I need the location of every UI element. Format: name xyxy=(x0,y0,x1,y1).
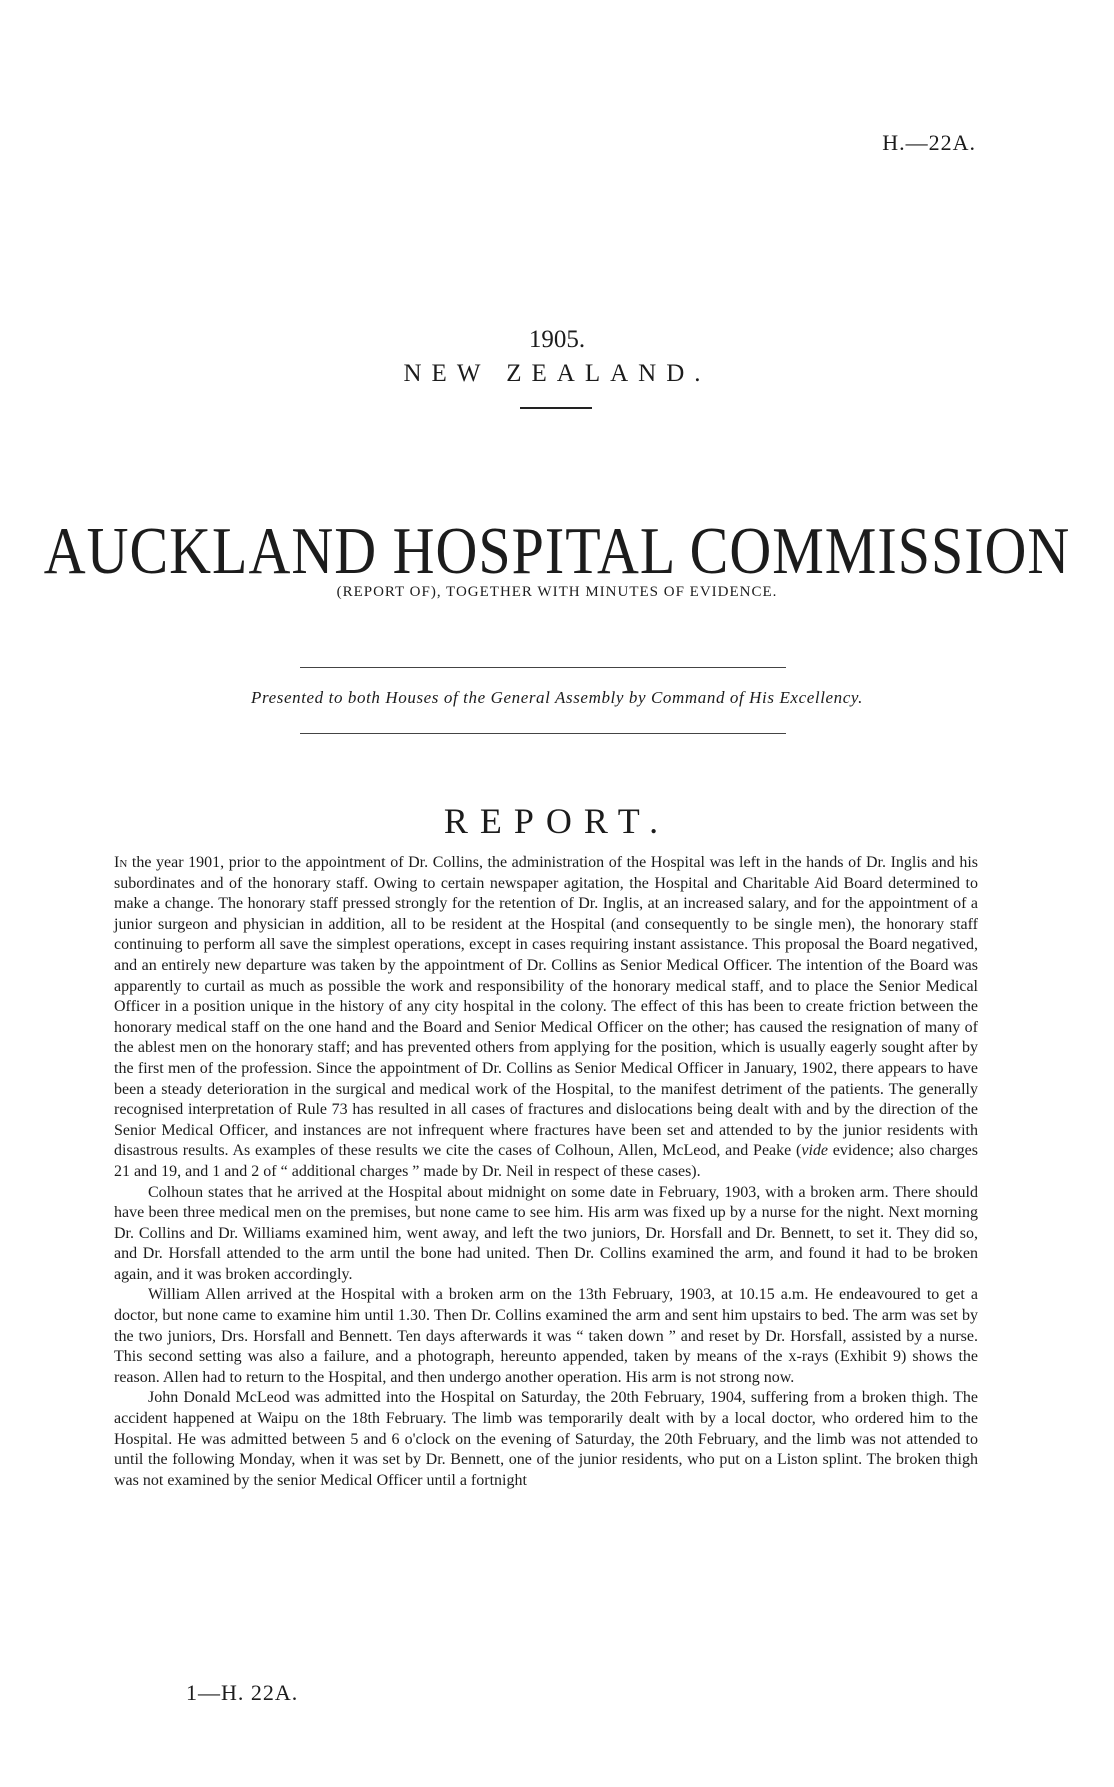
upper-rule xyxy=(300,667,786,668)
signature-reference: 1—H. 22A. xyxy=(186,1680,299,1705)
paragraph-intro xyxy=(114,853,978,1183)
report-heading: REPORT. xyxy=(443,801,671,841)
year: 1905. xyxy=(528,326,586,353)
intro-text: the year 1901, prior to the appointment of Dr. Collins, the administration of the Hospital was left in the hands of Dr. Inglis and his subordinates and of the honorary staff. Owing to certain newspaper agitation, the Hospital and Charitable Aid Board determined to make a change. The honorary staff pressed strongly for the retention of Dr. Inglis, at an increased salary, and for the appointment of a junior surgeon and physician in addition, all to be resident at the Hospital (and consequently to be single men), the honorary staff continuing to perform all save the simplest operations, except in cases requiring instant assistance. This proposal the Board negatived, and an entirely new departure was taken by the appointment of Dr. Collins as Senior Medical Officer. The intention of the Board was apparently to curtail as much as possible the work and responsibility of the honorary medical staff, and to place the Senior Medical Officer in a position unique in the history of any city hospital in the colony. The effect of this has been to create friction between the honorary medical staff on the one hand and the Board and Senior Medical Officer on the other; has caused the resignation of many of the ablest men on the honorary staff; and has prevented others from applying for the position, which is usually eagerly sought after by the first men of the profession. Since the appointment of Dr. Collins as Senior Medical Officer in January, 1902, there appears to have been a steady deterioration in the surgical and medical work of the Hospital, to the manifest detriment of the patients. The generally recognised interpretation of Rule 73 has resulted in all cases of fractures and dislocations being dealt with and by the direction of the Senior Medical Officer, and instances are not infrequent where fractures have been set and attended to by the junior residents with disastrous results. As examples of these results we cite the cases of Colhoun, Allen, McLeod, and Peake ( xyxy=(114,854,978,1160)
vide-word: vide xyxy=(801,1142,829,1160)
paragraph-allen: William Allen arrived at the Hospital with a broken arm on the 13th February, 1903, at 10.15 a.m. He endeavoured to get a doctor, but none came to examine him until 1.30. Then Dr. Collins examined the arm and sent him upstairs to bed. The arm was set by the two juniors, Drs. Horsfall and Bennett. Ten days afterwards it was “ taken down ” and reset by Dr. Horsfall, assisted by a nurse. This second setting was also a failure, and a photograph, hereunto appended, taken by means of the x-rays (Exhibit 9) shows the reason. Allen had to return to the Hospital, and then undergo another operation. His arm is not strong now. xyxy=(114,1286,978,1386)
paragraph-mcleod: John Donald McLeod was admitted into the Hospital on Saturday, the 20th February, 1904, suffering from a broken thigh. The accident happened at Waipu on the 18th February. The limb was temporarily dealt with by a local doctor, who ordered him to the Hospital. He was admitted between 5 and 6 o'clock on the evening of Saturday, the 20th February, and the limb was not attended to until the following Monday, when it was set by Dr. Bennett, one of the junior residents, who put on a Liston splint. The broken thigh was not examined by the senior Medical Officer until a fortnight xyxy=(114,1389,978,1489)
paragraph-colhoun: Colhoun states that he arrived at the Hospital about midnight on some date in February, 1903, with a broken arm. There should have been three medical men on the premises, but none came to see him. His arm was fixed up by a nurse for the night. Next morning Dr. Collins and Dr. Williams examined him, went away, and left the two juniors, Dr. Horsfall and Dr. Bennett, to set it. They did so, and Dr. Horsfall attended to the arm until the bone had united. Then Dr. Collins examined the arm, and found it had to be broken again, and it was broken accordingly. xyxy=(114,1183,978,1283)
document-subtitle: (REPORT OF), TOGETHER WITH MINUTES OF EVIDENCE. xyxy=(336,584,778,600)
presented-line: Presented to both Houses of the General Assembly by Command of His Excellency. xyxy=(251,688,863,707)
country: NEW ZEALAND. xyxy=(403,360,711,387)
drop-lead: In xyxy=(114,854,128,871)
intro-tail: evidence; also charges 21 and 19, and 1 and 2 of “ additional charges ” made by Dr. Neil in respect of these cases). xyxy=(114,1142,978,1180)
document-title: AUCKLAND HOSPITAL COMMISSION xyxy=(43,513,1071,588)
short-rule xyxy=(520,407,592,409)
report-body xyxy=(114,853,978,1491)
parliamentary-reference: H.—22A. xyxy=(882,130,976,155)
lower-rule xyxy=(300,733,786,734)
